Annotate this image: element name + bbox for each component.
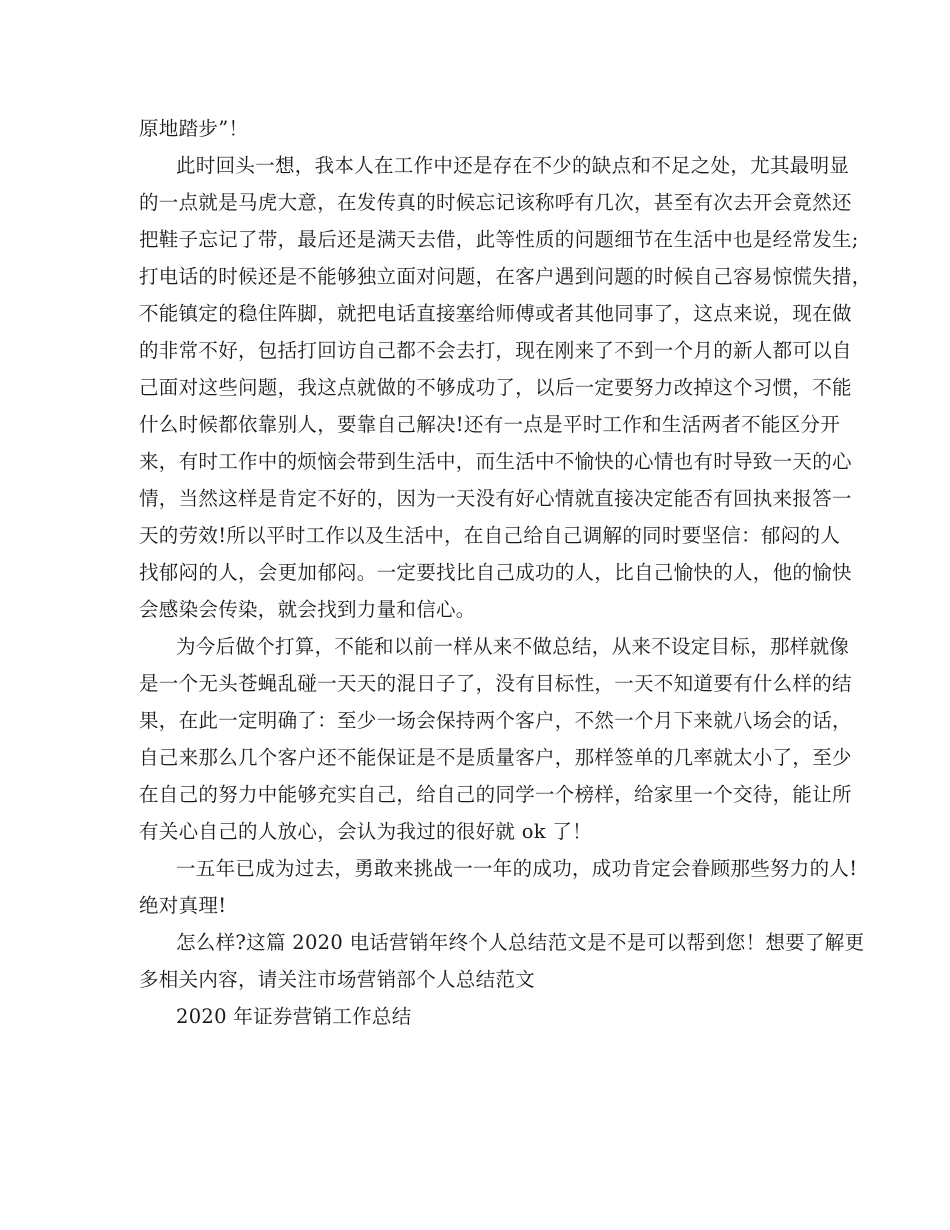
text-line: 在自己的努力中能够充实自己，给自己的同学一个榜样，给家里一个交待，能让所: [139, 783, 852, 806]
paragraph-start: 一五年已成为过去，勇敢来挑战一一年的成功，成功肯定会眷顾那些努力的人!: [176, 857, 858, 880]
text-line: 来，有时工作中的烦恼会带到生活中，而生活中不愉快的心情也有时导致一天的心: [139, 450, 852, 473]
text-line: 原地踏步”！: [139, 117, 249, 140]
paragraph-start: 为今后做个打算，不能和以前一样从来不做总结，从来不设定目标，那样就像: [176, 635, 850, 658]
text-line: 多相关内容，请关注市场营销部个人总结范文: [139, 968, 536, 991]
paragraph-start: 怎么样?这篇 2020 电话营销年终个人总结范文是不是可以帮到您！想要了解更: [176, 931, 865, 954]
text-line: 什么时候都依靠别人，要靠自己解决!还有一点是平时工作和生活两者不能区分开: [139, 413, 841, 436]
text-line: 情，当然这样是肯定不好的，因为一天没有好心情就直接决定能否有回执来报答一: [139, 487, 852, 510]
text-line: 找郁闷的人，会更加郁闷。一定要找比自己成功的人，比自己愉快的人，他的愉快: [139, 561, 852, 584]
section-heading: 2020 年证券营销工作总结: [176, 1005, 412, 1028]
text-line: 己面对这些问题，我这点就做的不够成功了，以后一定要努力改掉这个习惯，不能: [139, 376, 852, 399]
text-line: 打电话的时候还是不能够独立面对问题，在客户遇到问题的时候自己容易惊慌失措，: [139, 265, 872, 288]
text-line: 把鞋子忘记了带，最后还是满天去借，此等性质的问题细节在生活中也是经常发生;: [139, 228, 859, 251]
text-line: 果，在此一定明确了：至少一场会保持两个客户，不然一个月下来就八场会的话，: [139, 709, 852, 732]
paragraph-start: 此时回头一想，我本人在工作中还是存在不少的缺点和不足之处，尤其最明显: [176, 154, 850, 177]
text-line: 是一个无头苍蝇乱碰一天天的混日子了，没有目标性，一天不知道要有什么样的结: [139, 672, 852, 695]
text-line: 自己来那么几个客户还不能保证是不是质量客户，那样签单的几率就太小了，至少: [139, 746, 852, 769]
text-line: 的一点就是马虎大意，在发传真的时候忘记该称呼有几次，甚至有次去开会竟然还: [139, 191, 852, 214]
text-line: 绝对真理!: [139, 894, 227, 917]
text-line: 天的劳效!所以平时工作以及生活中，在自己给自己调解的同时要坚信：郁闷的人: [139, 524, 841, 547]
text-line: 有关心自己的人放心，会认为我过的很好就 ok 了！: [139, 820, 592, 843]
text-line: 的非常不好，包括打回访自己都不会去打，现在刚来了不到一个月的新人都可以自: [139, 339, 852, 362]
text-line: 不能镇定的稳住阵脚，就把电话直接塞给师傅或者其他同事了，这点来说，现在做: [139, 302, 852, 325]
text-line: 会感染会传染，就会找到力量和信心。: [139, 598, 476, 621]
